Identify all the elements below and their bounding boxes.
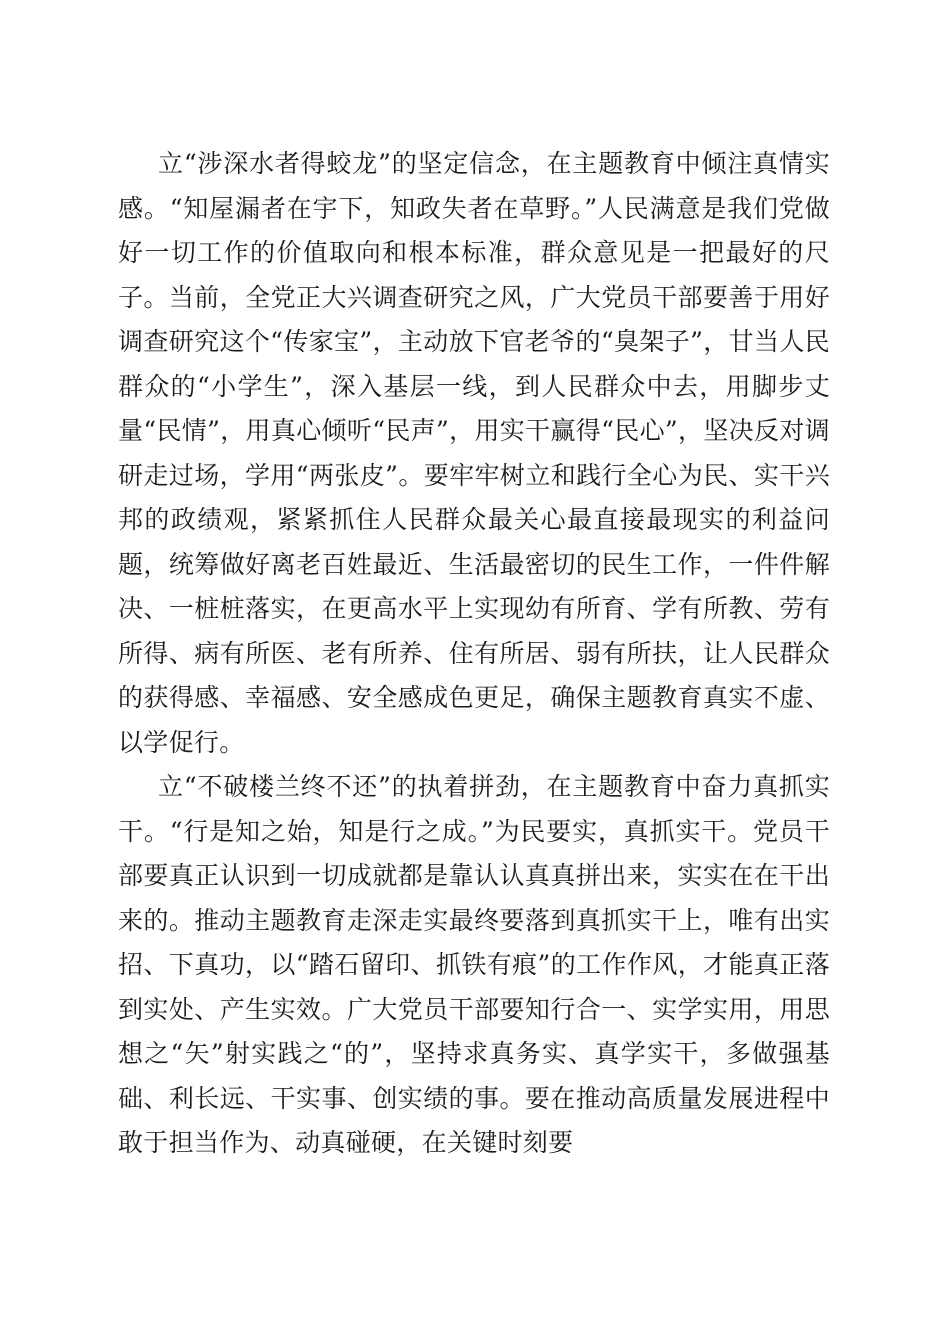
paragraph-2: 立“不破楼兰终不还”的执着拼劲，在主题教育中奋力真抓实干。“行是知之始，知是行之成。”为民要实，真抓实干。党员干部要真正认识到一切成就都是靠认认真真拼出来，实实在在干出来的。推动主题教育走深走实最终要落到真抓实干上，唯有出实招、下真功，以“踏石留印、抓铁有痕”的工作作风，才能真正落到实处、产生实效。广大党员干部要知行合一、实学实用，用思想之“矢”射实践之“的”，坚持求真务实、真学实干，多做强基础、利长远、干实事、创实绩的事。要在推动高质量发展进程中敢于担当作为、动真碰硬，在关键时刻要 <box>118 772 830 1157</box>
document-body <box>118 142 830 1166</box>
paragraph-1: 立“涉深水者得蛟龙”的坚定信念，在主题教育中倾注真情实感。“知屋漏者在宇下，知政失者在草野。”人民满意是我们党做好一切工作的价值取向和根本标准，群众意见是一把最好的尺子。当前，全党正大兴调查研究之风，广大党员干部要善于用好调查研究这个“传家宝”，主动放下官老爷的“臭架子”，甘当人民群众的“小学生”，深入基层一线，到人民群众中去，用脚步丈量“民情”，用真心倾听“民声”，用实干赢得“民心”，坚决反对调研走过场，学用“两张皮”。要牢牢树立和践行全心为民、实干兴邦的政绩观，紧紧抓住人民群众最关心最直接最现实的利益问题，统筹做好离老百姓最近、生活最密切的民生工作，一件件解决、一桩桩落实，在更高水平上实现幼有所育、学有所教、劳有所得、病有所医、老有所养、住有所居、弱有所扶，让人民群众的获得感、幸福感、安全感成色更足，确保主题教育真实不虚、以学促行。 <box>118 149 830 757</box>
